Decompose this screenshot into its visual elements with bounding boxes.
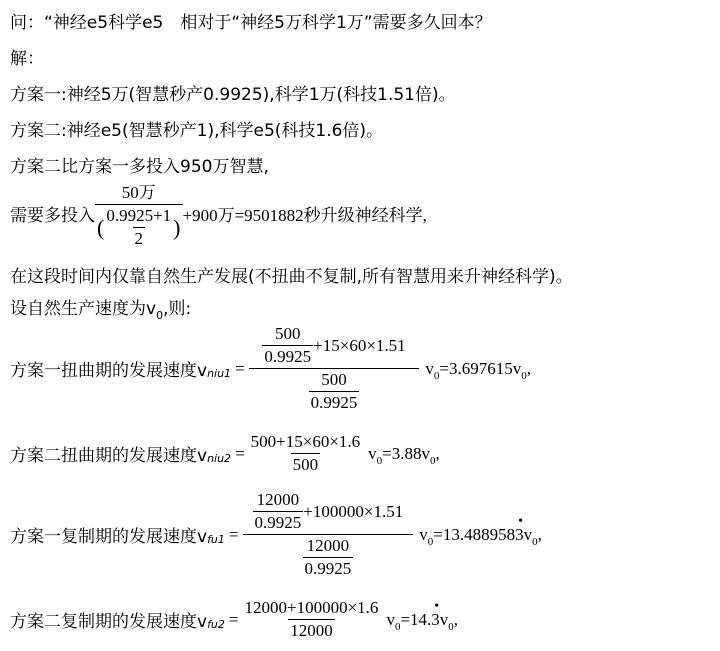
repeat-dot-icon: • bbox=[518, 513, 523, 529]
result-sub: 0 bbox=[376, 454, 383, 467]
result-sub: 0 bbox=[448, 620, 454, 633]
result-v: v bbox=[368, 443, 377, 463]
formula-subscript: fu1 bbox=[207, 533, 225, 546]
extra-denominator bbox=[95, 204, 183, 249]
main-denominator bbox=[249, 368, 420, 413]
repeating-digit-value: 3 bbox=[431, 609, 440, 629]
formula-subscript: niu2 bbox=[207, 452, 232, 465]
formula-label: 方案二复制期的发展速度v bbox=[10, 612, 208, 632]
extra-rparen: ) bbox=[173, 214, 181, 240]
result bbox=[419, 513, 542, 548]
assumption-tail: ,则: bbox=[163, 299, 192, 319]
main-numerator bbox=[251, 490, 406, 534]
numerator-fraction bbox=[262, 324, 313, 367]
formula-plan2-twist bbox=[10, 432, 440, 475]
period-line: 在这段时间内仅靠自然生产发展(不扭曲不复制,所有智慧用来升神经科学)。 bbox=[10, 267, 573, 287]
result-sub: 0 bbox=[433, 369, 440, 382]
result-end: , bbox=[537, 524, 542, 544]
repeating-digit bbox=[515, 513, 524, 544]
equals-sign: = bbox=[235, 443, 245, 463]
result-sub: 0 bbox=[427, 535, 434, 548]
result-v: v bbox=[439, 609, 449, 629]
fraction-bottom: 0.9925 bbox=[254, 513, 302, 532]
denominator-fraction bbox=[303, 536, 354, 579]
result-value: =13.488958 bbox=[433, 524, 516, 544]
extra-numerator: 50万 bbox=[121, 183, 156, 202]
denominator-fraction bbox=[309, 370, 360, 413]
result bbox=[425, 358, 531, 382]
main-fraction bbox=[243, 490, 414, 579]
result bbox=[386, 598, 459, 633]
repeating-digit-value: 3 bbox=[515, 524, 524, 544]
fraction-top: 500 bbox=[321, 370, 347, 389]
extra-inner-denominator: 2 bbox=[134, 229, 143, 248]
fraction-bottom: 0.9925 bbox=[264, 347, 312, 366]
extra-fraction bbox=[95, 178, 183, 249]
equals-sign: = bbox=[228, 609, 239, 629]
extra-inner-numerator: 0.9925+1 bbox=[106, 206, 172, 225]
main-fraction bbox=[249, 324, 420, 413]
result-v: v bbox=[523, 524, 533, 544]
result-end: , bbox=[435, 443, 440, 463]
assumption-subscript: 0 bbox=[156, 309, 164, 322]
numerator-fraction bbox=[253, 490, 304, 533]
repeating-digit bbox=[431, 598, 440, 629]
repeat-dot-icon: • bbox=[434, 598, 440, 614]
fraction-top: 12000 bbox=[256, 490, 300, 509]
result-v: v bbox=[425, 358, 434, 378]
question-line: 问：“神经e5科学e5 相对于“神经5万科学1万”需要多久回本？ bbox=[10, 13, 492, 33]
formula-plan1-copy bbox=[10, 490, 542, 579]
main-numerator: 12000+100000×1.6 bbox=[244, 598, 379, 617]
equals-sign: = bbox=[235, 358, 245, 378]
formula-subscript: niu1 bbox=[207, 367, 232, 380]
formula-plan1-twist bbox=[10, 324, 531, 413]
result-end: , bbox=[526, 358, 531, 378]
answer-label: 解： bbox=[10, 49, 44, 69]
main-denominator bbox=[243, 534, 414, 579]
main-numerator: 500+15×60×1.6 bbox=[250, 432, 361, 451]
formula-label: 方案一复制期的发展速度v bbox=[10, 527, 208, 547]
fraction-top: 500 bbox=[275, 324, 301, 343]
numerator-tail: +100000×1.51 bbox=[303, 501, 404, 521]
assumption-line bbox=[10, 294, 192, 322]
main-denominator: 500 bbox=[292, 455, 319, 474]
result-sub: 0 bbox=[521, 369, 527, 382]
main-fraction bbox=[243, 598, 381, 641]
fraction-top: 12000 bbox=[306, 536, 350, 555]
extra-suffix: +900万=9501882秒升级神经科学, bbox=[182, 206, 427, 225]
numerator-tail: +15×60×1.51 bbox=[313, 335, 406, 355]
fraction-bottom: 0.9925 bbox=[310, 393, 358, 412]
formula-subscript: fu2 bbox=[207, 618, 225, 631]
formula-label: 方案二扭曲期的发展速度v bbox=[10, 446, 208, 466]
result-sub: 0 bbox=[394, 620, 401, 633]
extra-investment-formula bbox=[10, 178, 427, 249]
equals-sign: = bbox=[228, 524, 239, 544]
main-fraction bbox=[249, 432, 363, 475]
result-value: =3.88v bbox=[382, 443, 431, 463]
main-denominator: 12000 bbox=[290, 621, 333, 640]
result-value: =14. bbox=[400, 609, 432, 629]
extra-inner-fraction bbox=[104, 206, 173, 249]
extra-lparen: ( bbox=[97, 214, 105, 240]
formula-plan2-copy bbox=[10, 598, 458, 641]
result-sub: 0 bbox=[430, 454, 436, 467]
extra-prefix: 需要多投入 bbox=[10, 206, 95, 226]
result-value: =3.697615v bbox=[439, 358, 522, 378]
result-v: v bbox=[419, 524, 428, 544]
formula-label: 方案一扭曲期的发展速度v bbox=[10, 361, 208, 381]
plan-two-line: 方案二:神经e5(智慧秒产1),科学e5(科技1.6倍)。 bbox=[10, 121, 384, 141]
assumption-text: 设自然生产速度为v bbox=[10, 299, 157, 319]
main-numerator bbox=[260, 324, 407, 368]
result-end: , bbox=[453, 609, 459, 629]
difference-line: 方案二比方案一多投入950万智慧, bbox=[10, 157, 269, 177]
result-sub: 0 bbox=[532, 535, 538, 548]
fraction-bottom: 0.9925 bbox=[304, 559, 352, 578]
plan-one-line: 方案一:神经5万(智慧秒产0.9925),科学1万(科技1.51倍)。 bbox=[10, 85, 456, 105]
result bbox=[368, 443, 440, 467]
result-v: v bbox=[386, 609, 395, 629]
